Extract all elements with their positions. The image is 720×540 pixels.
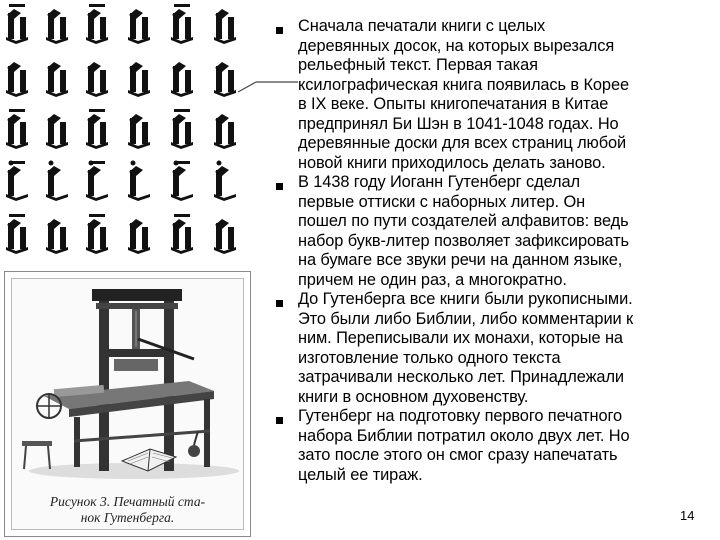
gothic-glyph: [46, 161, 68, 202]
figure-panel: [11, 278, 244, 530]
gothic-glyph: [171, 4, 193, 44]
square-bullet-icon: [276, 183, 283, 190]
figure-caption-line: нок Гутенберга.: [80, 510, 175, 525]
gothic-glyph: [86, 4, 108, 44]
gothic-glyph: [128, 9, 150, 44]
gothic-glyph: [171, 214, 193, 254]
gothic-glyph: [171, 62, 193, 97]
page-number: 14: [680, 508, 695, 523]
gothic-glyph: [6, 214, 28, 254]
gothic-glyph: [46, 9, 68, 44]
gothic-glyph: [214, 62, 236, 97]
gothic-glyph: [6, 62, 28, 97]
square-bullet-icon: [276, 417, 283, 424]
gothic-glyph: [6, 4, 28, 44]
list-item: [276, 290, 716, 407]
gothic-glyph: [128, 62, 150, 97]
gothic-glyph: [86, 109, 108, 149]
figure-caption-line: Рисунок 3. Печатный ста-: [49, 494, 206, 509]
gothic-glyph: [6, 161, 28, 202]
gothic-glyph: [46, 219, 68, 254]
gothic-glyph: [46, 62, 68, 97]
bullet-text: Сначала печатали книги с целых деревянных досок, на которых вырезался рельефный текст. Первая такая ксилографическая книга появилась в Корее в IX веке. Опыты книгопечатания в Китае предпринял Би Шэн в 1041-1048 годах. Но деревянные доски для всех страниц любой новой книги приходилось делать заново.: [298, 17, 629, 172]
list-item: [276, 173, 716, 290]
square-bullet-icon: [276, 27, 283, 34]
gothic-glyph: [171, 109, 193, 149]
gothic-glyph: [46, 114, 68, 149]
figure-caption: [18, 494, 237, 526]
gothic-glyph: [214, 9, 236, 44]
gothic-glyph: [214, 114, 236, 149]
bullet-text: В 1438 году Иоганн Гутенберг сделал первые оттиски с наборных литер. Он пошел по пути создателей алфавитов: ведь набор букв-литер позволяет зафиксировать на бумаге все звуки речи на данном языке, причем не один раз, а многократно.: [298, 173, 629, 289]
gothic-glyph: [86, 214, 108, 254]
square-bullet-icon: [276, 300, 283, 307]
gothic-glyph: [128, 219, 150, 254]
gothic-type-glyphs: [0, 0, 255, 268]
gothic-glyph: [6, 109, 28, 149]
gothic-glyph: [128, 161, 150, 202]
gothic-glyph: [171, 161, 193, 202]
gothic-glyph: [86, 62, 108, 97]
gothic-glyph: [128, 114, 150, 149]
list-item: [276, 407, 716, 485]
gothic-glyph: [214, 219, 236, 254]
bullet-text: До Гутенберга все книги были рукописными. Это были либо Библии, либо комментарии к ним. Переписывали их монахи, которые на изготовление только одного текста затрачивали несколько лет. Принадлежали книги в основном духовенству.: [298, 290, 634, 406]
gothic-glyph: [214, 161, 236, 202]
bullet-text: Гутенберг на подготовку первого печатного набора Библии потратил около двух лет. Но зато после этого он смог сразу напечатать целый ее тираж.: [298, 407, 630, 484]
printing-press-illustration: [14, 281, 242, 481]
gothic-glyph: [86, 161, 108, 202]
bullet-list: [276, 17, 716, 485]
list-item: [276, 17, 716, 173]
figure-frame: [4, 271, 251, 537]
